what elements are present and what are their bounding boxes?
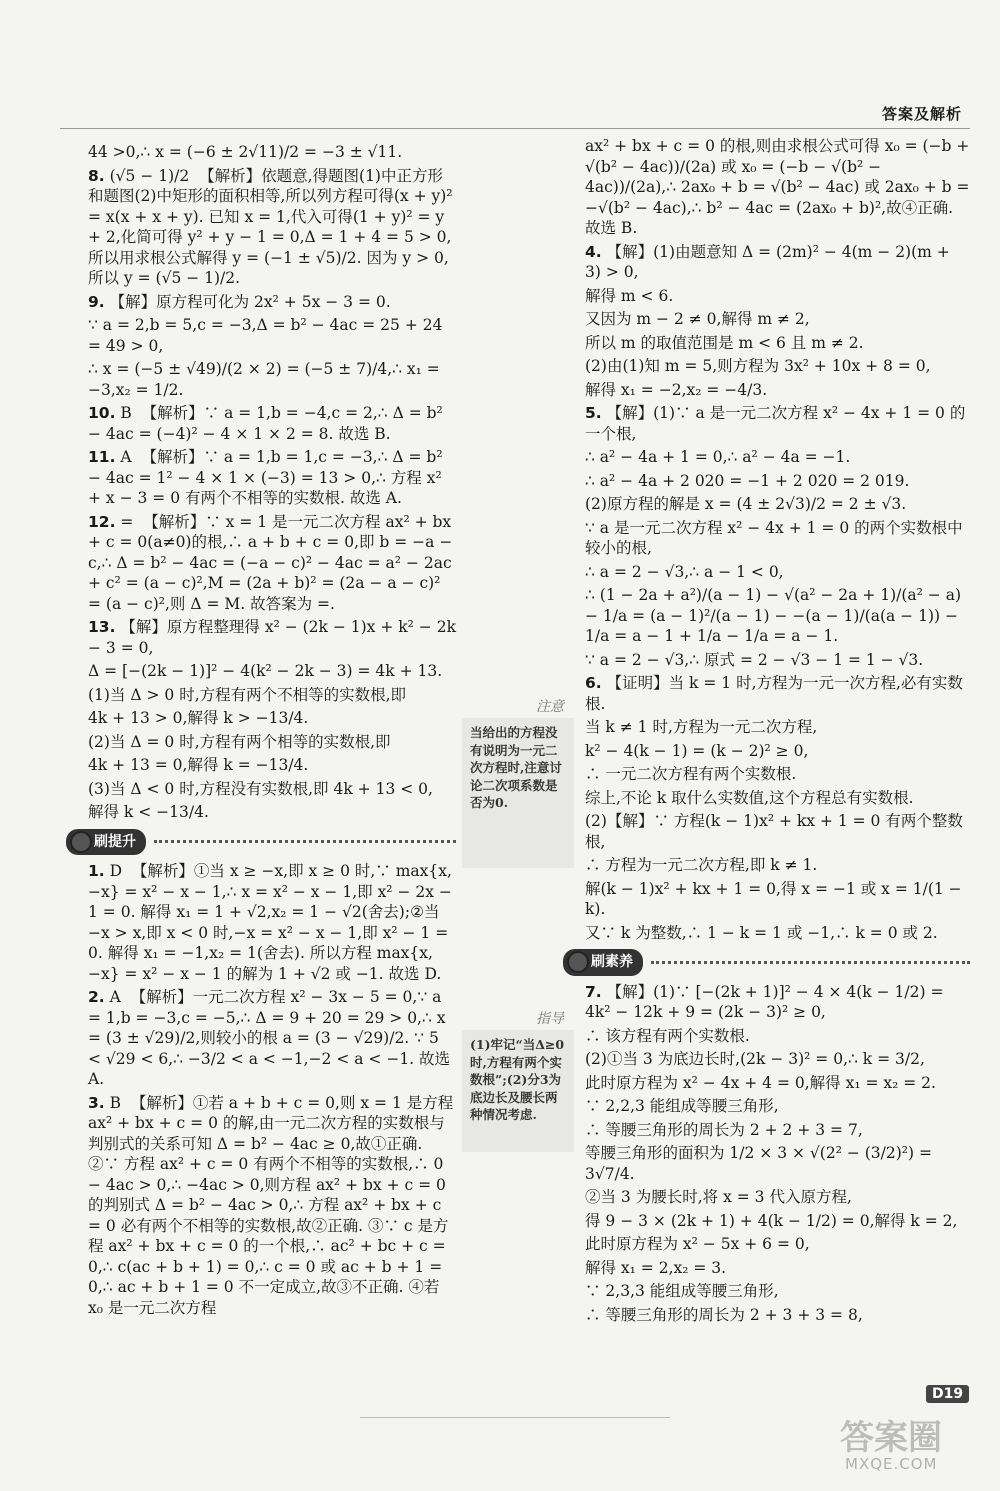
answer-text: ∵ a 是一元二次方程 x² − 4x + 1 = 0 的两个实数根中较小的根,: [585, 518, 963, 557]
section-title: 刷素养: [591, 954, 633, 970]
answer-line: [585, 811, 970, 852]
answer-line: [585, 518, 970, 559]
answer-line: [585, 982, 970, 1023]
answer-line: [88, 292, 456, 313]
answer-line: [88, 685, 456, 706]
left-column: [88, 142, 461, 1321]
answer-text: A 【解析】∵ a = 1,b = 1,c = −3,∴ Δ = b² − 4ac = 1² − 4 × 1 × (−3) = 13 > 0,∴ 方程 x² + x − 3 = 0 有两个不相等的实数根. 故选 A.: [88, 448, 448, 507]
answer-line: [585, 403, 970, 444]
answer-text: Δ = [−(2k − 1)]² − 4(k² − 2k − 3) = 4k + 13.: [88, 662, 443, 680]
answer-text: ∵ 2,2,3 能组成等腰三角形,: [585, 1097, 779, 1115]
answer-text: (√5 − 1)/2 【解析】依题意,得题图(1)中正方形和题图(2)中矩形的面积相等,所以列方程可得(x + y)² = x(x + x + y). 已知 x = 1,代入可得(1 + y)² = y + 2,化简可得 y² + y − 1 = 0,Δ = 1 + 4 = 5 > 0,所以用求根公式解得 y = (−1 ± √5)/2. 因为 y > 0,所以 y = (√5 − 1)/2.: [88, 166, 458, 287]
section-badge: [563, 949, 643, 976]
question-number: 2.: [88, 988, 105, 1006]
answer-text: 所以 m 的取值范围是 m < 6 且 m ≠ 2.: [585, 333, 864, 352]
header-title: 答案及解析: [881, 105, 962, 123]
answer-line: [585, 380, 970, 401]
answer-line: [585, 562, 970, 583]
answer-text: ∴ a² − 4a + 1 = 0,∴ a² − 4a = −1.: [585, 448, 851, 466]
answer-text: ∴ a² − 4a + 2 020 = −1 + 2 020 = 2 019.: [585, 471, 910, 490]
answer-line: [585, 1305, 970, 1326]
answer-line: [88, 617, 461, 658]
answer-line: [88, 315, 456, 356]
side-note-box: [462, 699, 574, 868]
answer-text: ∴ x = (−5 ± √49)/(2 × 2) = (−5 ± 7)/4,∴ x₁ = −3,x₂ = 1/2.: [88, 360, 445, 399]
answer-text: 此时原方程为 x² − 4x + 4 = 0,解得 x₁ = x₂ = 2.: [585, 1073, 936, 1092]
answer-text: 4k + 13 > 0,解得 k > −13/4.: [88, 709, 309, 727]
answer-line: [585, 650, 970, 671]
question-number: 4.: [585, 242, 602, 261]
question-number: 3.: [88, 1093, 105, 1112]
answer-text: k² − 4(k − 1) = (k − 2)² ≥ 0,: [585, 741, 809, 760]
bottom-divider: [360, 1417, 670, 1418]
answer-text: 解得 x₁ = −2,x₂ = −4/3.: [585, 380, 768, 399]
question-number: 11.: [88, 448, 116, 466]
answer-text: B 【解析】∵ a = 1,b = −4,c = 2,∴ Δ = b² − 4ac = (−4)² − 4 × 1 × 2 = 8. 故选 B.: [88, 404, 448, 443]
answer-line: [585, 286, 970, 307]
answer-line: [585, 923, 970, 944]
answer-line: [88, 403, 456, 444]
answer-text: 【证明】当 k = 1 时,方程为一元一次方程,必有实数根.: [585, 674, 963, 713]
answer-line: [585, 447, 970, 468]
answer-text: = 【解析】∵ x = 1 是一元二次方程 ax² + bx + c = 0(a≠0)的根,∴ a + b + c = 0,即 b = −a − c,∴ Δ = b² − 4ac = (−a − c)² − 4ac = a² − 2ac + c² = (a − c)²,M = (2a + b)² = (2a − a − c)² = (a − c)²,则 Δ = M. 故答案为 =.: [88, 512, 458, 613]
answer-text: 又因为 m − 2 ≠ 0,解得 m ≠ 2,: [585, 310, 810, 328]
answer-line: [585, 1281, 970, 1302]
answer-line: [585, 855, 970, 876]
right-column: [585, 136, 975, 1328]
answer-line: [88, 661, 456, 682]
answer-text: ∴ 等腰三角形的周长为 2 + 3 + 3 = 8,: [585, 1305, 863, 1324]
section-header: [66, 829, 456, 856]
answer-line: [585, 1026, 970, 1047]
side-guide-text: (1)牢记“当Δ≥0时,方程有两个实数根”;(2)分3为底边长及腰长两种情况考虑.: [470, 1037, 565, 1122]
answer-line: [585, 879, 970, 920]
header-divider: [60, 128, 970, 129]
answer-text: (2)由(1)知 m = 5,则方程为 3x² + 10x + 8 = 0,: [585, 357, 931, 375]
answer-line: [585, 356, 970, 377]
answer-line: [585, 136, 975, 239]
question-number: 6.: [585, 674, 602, 692]
answer-line: [88, 512, 456, 615]
answer-text: 等腰三角形的面积为 1/2 × 3 × √(2² − (3/2)²) = 3√7/4.: [585, 1144, 937, 1183]
watermark-logo: 答案圈: [840, 1418, 942, 1458]
answer-text: (1)当 Δ > 0 时,方程有两个不相等的实数根,即: [88, 685, 407, 704]
answer-line: [88, 708, 456, 729]
answer-text: 【解】(1)由题意知 Δ = (2m)² − 4(m − 2)(m + 3) > 0,: [585, 242, 955, 281]
answer-line: [585, 494, 970, 515]
answer-line: [585, 764, 970, 785]
answer-line: [585, 1073, 970, 1094]
answer-line: [88, 755, 456, 776]
answer-text: 【解】(1)∵ [−(2k + 1)]² − 4 × 4(k − 1/2) = 4k² − 12k + 9 = (2k − 3)² ≥ 0,: [585, 982, 949, 1021]
answer-line: [88, 447, 456, 509]
answer-line: [88, 359, 456, 400]
answer-line: [585, 333, 970, 354]
answer-line: [585, 1096, 970, 1117]
answer-line: [88, 802, 456, 823]
side-note-text: 当给出的方程没有说明为一元二次方程时,注意讨论二次项系数是否为0.: [470, 725, 562, 810]
answer-text: 解(k − 1)x² + kx + 1 = 0,得 x = −1 或 x = 1/(1 − k).: [585, 879, 967, 918]
section-badge: [66, 829, 146, 856]
side-guide-title: 指导: [536, 1011, 564, 1027]
answer-text: 解得 m < 6.: [585, 286, 674, 305]
answer-text: D 【解析】①当 x ≥ −x,即 x ≥ 0 时,∵ max{x, −x} = x² − x − 1,∴ x = x² − x − 1,即 x² − 2x − 1 = 0. 解得 x₁ = 1 + √2,x₂ = 1 − √2(舍去);②当 −x > x,即 x < 0 时,−x = x² − x − 1,即 x² − 1 = 0. 解得 x₁ = −1,x₂ = 1(舍去). 所以方程 max{x, −x} = x² − x − 1 的解为 1 + √2 或 −1. 故选 D.: [88, 862, 457, 983]
answer-text: 【解】原方程整理得 x² − (2k − 1)x + k² − 2k − 3 = 0,: [88, 618, 461, 657]
page-number: D19: [926, 1385, 969, 1403]
answer-line: [585, 717, 970, 738]
question-number: 7.: [585, 982, 602, 1001]
question-number: 1.: [88, 862, 105, 880]
answer-text: ∴ 一元二次方程有两个实数根.: [585, 765, 797, 783]
answer-text: 解得 x₁ = 2,x₂ = 3.: [585, 1258, 727, 1277]
answer-line: [585, 673, 970, 714]
answer-text: 此时原方程为 x² − 5x + 6 = 0,: [585, 1235, 810, 1253]
answer-line: [585, 309, 970, 330]
answer-text: 【解】原方程可化为 2x² + 5x − 3 = 0.: [109, 292, 391, 311]
answer-line: [585, 242, 970, 283]
answer-line: [88, 987, 456, 1090]
dotted-rule: [651, 961, 970, 964]
answer-text: ∴ 方程为一元二次方程,即 k ≠ 1.: [585, 856, 818, 874]
question-number: 8.: [88, 166, 105, 185]
answer-line: [88, 861, 456, 984]
answer-text: (2)【解】∵ 方程(k − 1)x² + kx + 1 = 0 有两个整数根,: [585, 812, 963, 851]
answer-text: 当 k ≠ 1 时,方程为一元二次方程,: [585, 718, 818, 736]
answer-line: [585, 471, 970, 492]
answer-line: [585, 1187, 970, 1208]
question-number: 5.: [585, 404, 602, 422]
answer-line: [585, 1049, 970, 1070]
watermark-url: MXQE.COM: [845, 1455, 938, 1473]
answer-text: (2)①当 3 为底边长时,(2k − 3)² = 0,∴ k = 3/2,: [585, 1050, 925, 1068]
answer-text: 综上,不论 k 取什么实数值,这个方程总有实数根.: [585, 788, 914, 807]
answer-line: [585, 1120, 970, 1141]
answer-line: [585, 1143, 970, 1184]
answer-text: ∵ 2,3,3 能组成等腰三角形,: [585, 1282, 779, 1300]
side-note-title: 注意: [536, 699, 564, 715]
answer-text: 44 >0,∴ x = (−6 ± 2√11)/2 = −3 ± √11.: [88, 143, 403, 161]
answer-text: ∴ 等腰三角形的周长为 2 + 2 + 3 = 7,: [585, 1120, 863, 1139]
dotted-rule: [154, 840, 456, 843]
answer-line: [585, 741, 970, 762]
brush-icon: [567, 951, 589, 973]
question-number: 12.: [88, 512, 116, 531]
question-number: 10.: [88, 404, 116, 422]
answer-line: [585, 1211, 970, 1232]
answer-line: [88, 1093, 459, 1319]
question-number: 9.: [88, 292, 105, 311]
answer-text: ax² + bx + c = 0 的根,则由求根公式可得 x₀ = (−b + √(b² − 4ac))/(2a) 或 x₀ = (−b − √(b² − 4ac))/(2a),∴ 2ax₀ + b = √(b² − 4ac) 或 2ax₀ + b = −√(b² − 4ac),∴ b² − 4ac = (2ax₀ + b)²,故④正确. 故选 B.: [585, 137, 975, 237]
answer-text: 4k + 13 = 0,解得 k = −13/4.: [88, 756, 309, 774]
answer-text: (2)当 Δ = 0 时,方程有两个相等的实数根,即: [88, 732, 391, 751]
answer-line: [88, 779, 456, 800]
answer-text: 又∵ k 为整数,∴ 1 − k = 1 或 −1,∴ k = 0 或 2.: [585, 923, 938, 942]
answer-line: [88, 732, 456, 753]
answer-text: ∵ a = 2,b = 5,c = −3,Δ = b² − 4ac = 25 + 24 = 49 > 0,: [88, 316, 448, 355]
side-guide-box: [462, 1011, 574, 1152]
answer-text: ∴ a = 2 − √3,∴ a − 1 < 0,: [585, 562, 784, 581]
answer-text: ②当 3 为腰长时,将 x = 3 代入原方程,: [585, 1188, 852, 1206]
answer-line: [585, 585, 970, 647]
section-title: 刷提升: [94, 833, 136, 850]
answer-text: (3)当 Δ < 0 时,方程没有实数根,即 4k + 13 < 0,: [88, 779, 433, 798]
answer-text: ∵ a = 2 − √3,∴ 原式 = 2 − √3 − 1 = 1 − √3.: [585, 650, 924, 669]
question-number: 13.: [88, 618, 116, 636]
brush-icon: [70, 831, 92, 853]
answer-text: (2)原方程的解是 x = (4 ± 2√3)/2 = 2 ± √3.: [585, 495, 907, 513]
answer-line: [88, 142, 456, 163]
answer-text: B 【解析】①若 a + b + c = 0,则 x = 1 是方程 ax² + bx + c = 0 的解,由一元二次方程的实数根与判别式的关系可知 Δ = b² − 4ac ≥ 0,故①正确. ②∵ 方程 ax² + c = 0 有两个不相等的实数根,∴ 0 − 4ac > 0,∴ −4ac > 0,则方程 ax² + bx + c = 0 的判别式 Δ = b² − 4ac > 0,∴ 方程 ax² + bx + c = 0 必有两个不相等的实数根,故②正确. ③∵ c 是方程 ax² + bx + c = 0 的一个根,∴ ac² + bc + c = 0,∴ c(ac + b + 1) = 0,∴ c = 0 或 ac + b + 1 = 0,∴ ac + b + 1 = 0 不一定成立,故③不正确. ④若 x₀ 是一元二次方程: [88, 1093, 459, 1317]
answer-text: 解得 k < −13/4.: [88, 803, 209, 821]
answer-text: A 【解析】一元二次方程 x² − 3x − 5 = 0,∵ a = 1,b = −3,c = −5,∴ Δ = 9 + 20 = 29 > 0,∴ x = (3 ± √29)/2,则较小的根 a = (3 − √29)/2. ∵ 5 < √29 < 6,∴ −3/2 < a < −1,−2 < a < −1. 故选 A.: [88, 988, 455, 1088]
answer-line: [585, 1234, 970, 1255]
answer-text: ∴ 该方程有两个实数根.: [585, 1026, 750, 1045]
answer-line: [585, 1258, 970, 1279]
answer-line: [585, 788, 970, 809]
answer-text: 【解】(1)∵ a 是一元二次方程 x² − 4x + 1 = 0 的一个根,: [585, 404, 966, 443]
answer-text: 得 9 − 3 × (2k + 1) + 4(k − 1/2) = 0,解得 k = 2,: [585, 1211, 958, 1230]
answer-line: [88, 166, 456, 289]
section-header: [563, 949, 970, 976]
answer-text: ∴ (1 − 2a + a²)/(a − 1) − √(a² − 2a + 1)/(a² − a) − 1/a = (a − 1)²/(a − 1) − −(a − 1)/(a(a − 1)) − 1/a = a − 1 + 1/a − 1/a = a − 1.: [585, 586, 966, 645]
